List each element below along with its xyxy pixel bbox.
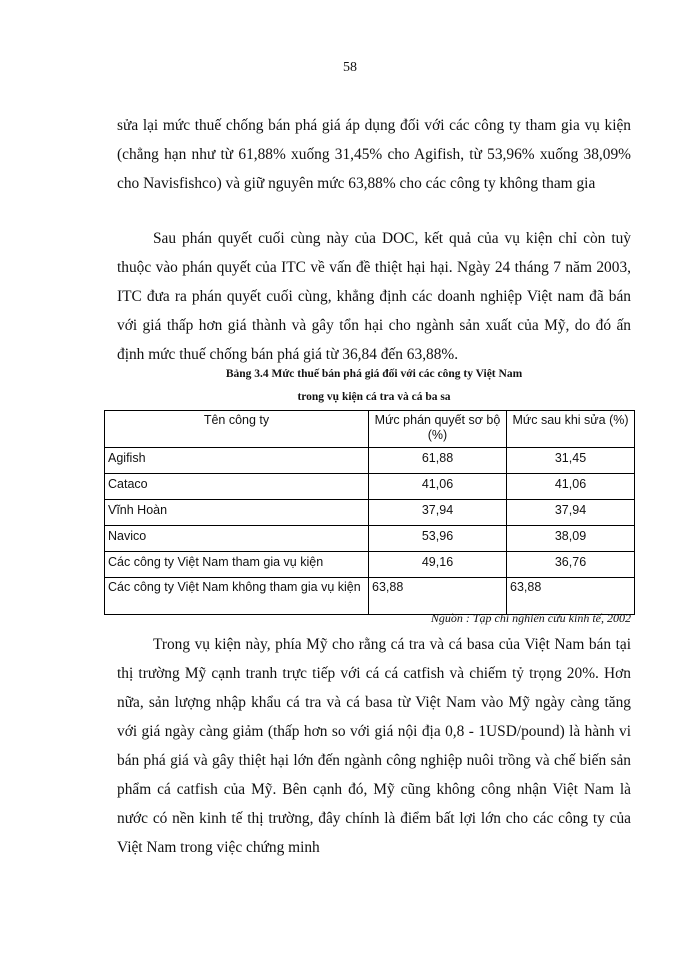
cell-revised-rate: 63,88 bbox=[507, 578, 635, 615]
cell-company: Các công ty Việt Nam tham gia vụ kiện bbox=[105, 552, 369, 578]
table-header-row bbox=[105, 411, 635, 448]
cell-preliminary-rate: 49,16 bbox=[369, 552, 507, 578]
cell-company: Agifish bbox=[105, 448, 369, 474]
cell-revised-rate: 38,09 bbox=[507, 526, 635, 552]
table-source-note: Nguồn : Tạp chí nghiên cứu kinh tế, 2002 bbox=[430, 611, 631, 625]
header-revised-rate: Mức sau khi sửa (%) bbox=[507, 411, 635, 448]
tariff-rates-table bbox=[104, 410, 635, 615]
cell-preliminary-rate: 53,96 bbox=[369, 526, 507, 552]
paragraph-continuation: sửa lại mức thuế chống bán phá giá áp dụng đối với các công ty tham gia vụ kiện (chẳng hạn như từ 61,88% xuống 31,45% cho Agifish, từ 53,96% xuống 38,09% cho Navisfishco) và giữ nguyên mức 63,88% cho các công ty không tham gia bbox=[117, 117, 631, 192]
table-row bbox=[105, 526, 635, 552]
paragraph-doc-ruling: Sau phán quyết cuối cùng này của DOC, kết quả của vụ kiện chỉ còn tuỳ thuộc vào phán quyết của ITC về vấn đề thiệt hại hại. Ngày 24 tháng 7 năm 2003, ITC đưa ra phán quyết cuối cùng, khẳng định các doanh nghiệp Việt nam đã bán với giá thấp hơn giá thành và gây tổn hại cho ngành sản xuất của Mỹ, do đó ấn định mức thuế chống bán phá giá từ 36,84 đến 63,88%. bbox=[117, 230, 631, 363]
table-row bbox=[105, 474, 635, 500]
cell-preliminary-rate: 41,06 bbox=[369, 474, 507, 500]
table-caption-title: Bảng 3.4 Mức thuế bán phá giá đối với các công ty Việt Nam bbox=[225, 368, 523, 380]
header-preliminary-rate: Mức phán quyết sơ bộ (%) bbox=[369, 411, 507, 448]
table-caption-subtitle: trong vụ kiện cá tra và cá ba sa bbox=[297, 391, 451, 403]
cell-revised-rate: 36,76 bbox=[507, 552, 635, 578]
cell-revised-rate: 41,06 bbox=[507, 474, 635, 500]
table-row bbox=[105, 552, 635, 578]
paragraph-us-claims: Trong vụ kiện này, phía Mỹ cho rằng cá tra và cá basa của Việt Nam bán tại thị trường Mỹ cạnh tranh trực tiếp với cá cá catfish và chiếm tỷ trọng 20%. Hơn nữa, sản lượng nhập khẩu cá tra và cá basa từ Việt Nam vào Mỹ ngày càng tăng với giá ngày càng giảm (thấp hơn so với giá nội địa 0,8 - 1USD/pound) là hành vi bán phá giá và gây thiệt hại lớn đến ngành công nghiệp nuôi trồng và chế biến sản phẩm cá catfish của Mỹ. Bên cạnh đó, Mỹ cũng không công nhận Việt Nam là nước có nền kinh tế thị trường, đây chính là điểm bất lợi lớn cho các công ty của Việt Nam trong việc chứng minh bbox=[117, 636, 631, 856]
cell-preliminary-rate: 63,88 bbox=[369, 578, 507, 615]
table-row bbox=[105, 500, 635, 526]
page-number: 58 bbox=[343, 60, 357, 75]
cell-company: Cataco bbox=[105, 474, 369, 500]
cell-revised-rate: 31,45 bbox=[507, 448, 635, 474]
cell-preliminary-rate: 37,94 bbox=[369, 500, 507, 526]
cell-preliminary-rate: 61,88 bbox=[369, 448, 507, 474]
cell-company: Vĩnh Hoàn bbox=[105, 500, 369, 526]
cell-company: Các công ty Việt Nam không tham gia vụ kiện bbox=[105, 578, 369, 615]
cell-revised-rate: 37,94 bbox=[507, 500, 635, 526]
table-row bbox=[105, 578, 635, 615]
table-row bbox=[105, 448, 635, 474]
cell-company: Navico bbox=[105, 526, 369, 552]
header-company-name: Tên công ty bbox=[105, 411, 369, 448]
